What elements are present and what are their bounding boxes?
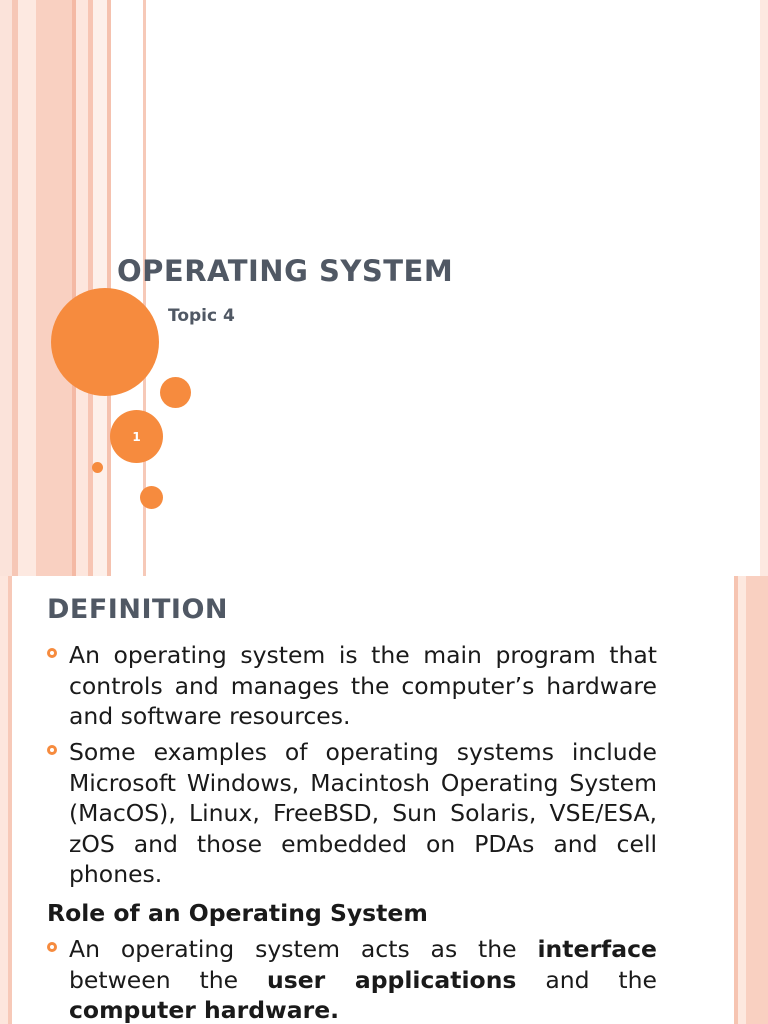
text-segment: and the (516, 965, 658, 994)
slide-subtitle: Topic 4 (168, 306, 235, 326)
decorative-stripe (8, 576, 12, 1024)
decorative-stripe (0, 0, 12, 576)
bullet-text: Some examples of operating systems include Microsoft Windows, Macintosh Operating System (MacOS), Linux, FreeBSD, Sun Solaris, VSE/ESA, zOS and those embedded on PDAs and cell phones. (69, 738, 657, 888)
bullet-circle-icon (47, 648, 57, 658)
role-heading: Role of an Operating System (47, 899, 428, 927)
decorative-stripe (760, 0, 768, 576)
definition-slide (0, 576, 768, 1024)
bullet-text: An operating system is the main program that controls and manages the computer’s hardware and software resources. (69, 641, 657, 730)
slide-number: 1 (132, 429, 141, 444)
list-item (47, 640, 657, 732)
bullet-circle-icon (47, 745, 57, 755)
list-item (47, 934, 657, 1024)
decorative-stripe (738, 576, 746, 1024)
bold-text-computer-hardware: computer hardware. (69, 996, 340, 1024)
decorative-stripe (0, 576, 8, 1024)
decorative-circle-small (140, 486, 163, 509)
bold-text-user-applications: user applications (267, 965, 517, 994)
decorative-stripe (746, 576, 768, 1024)
decorative-circle-large (51, 288, 159, 396)
decorative-circle-tiny (92, 462, 103, 473)
text-segment: between the (69, 965, 267, 994)
bold-text-interface: interface (537, 935, 657, 963)
slide-title: OPERATING SYSTEM (117, 254, 454, 288)
decorative-stripe (18, 0, 36, 576)
slide-number-badge (110, 410, 163, 463)
definition-heading: DEFINITION (47, 594, 229, 625)
list-item (47, 737, 657, 890)
decorative-circle-medium (160, 377, 191, 408)
decorative-stripe (76, 0, 88, 576)
decorative-stripe (36, 0, 72, 576)
text-segment: An operating system acts as the (69, 935, 538, 963)
bullet-text (69, 934, 657, 1024)
bullet-circle-icon (47, 942, 57, 952)
